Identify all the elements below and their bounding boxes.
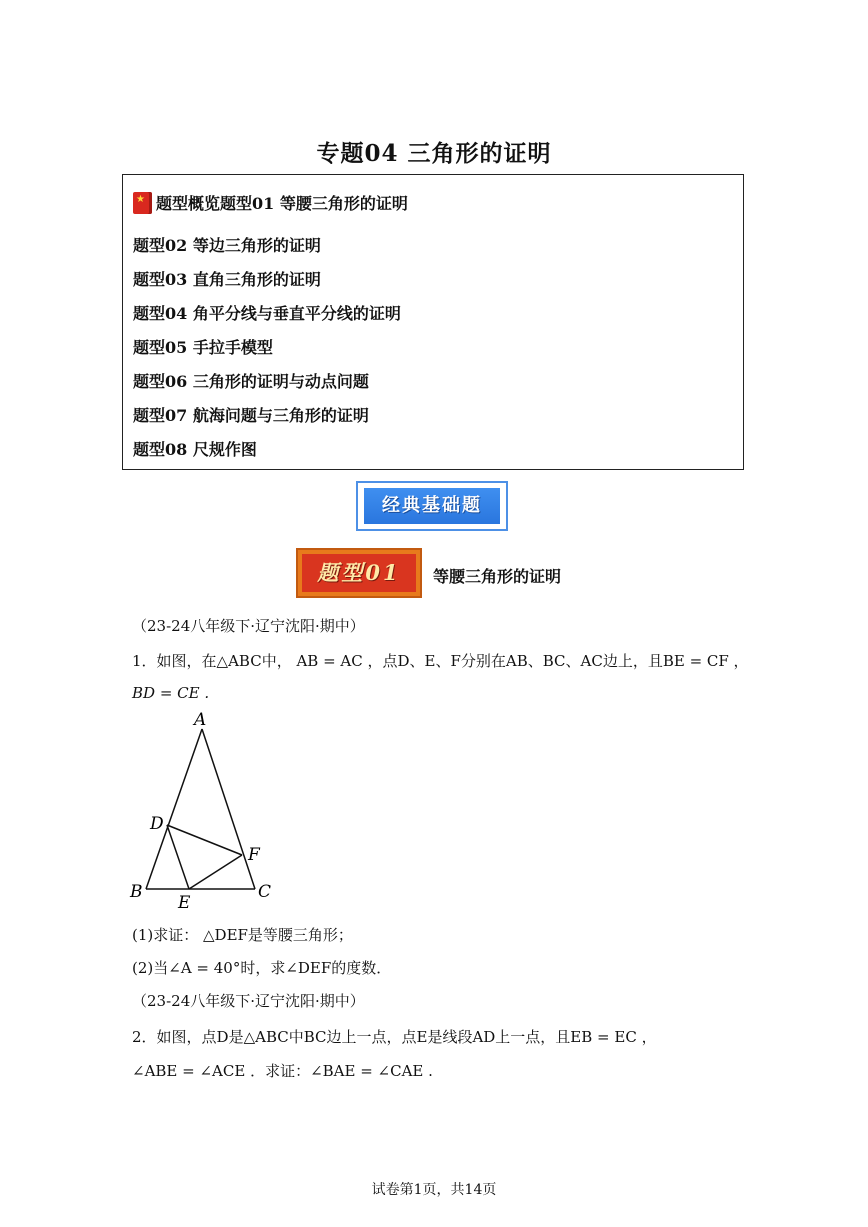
q1-line2: BD = CE . <box>132 684 210 702</box>
toc-item-05: 题型05 手拉手模型 <box>133 338 273 357</box>
label-E: E <box>178 893 191 913</box>
label-C: C <box>258 882 272 902</box>
type-badge-label: 题型01 <box>302 554 416 592</box>
type-badge <box>296 548 422 598</box>
q1-sub2: (2)当∠A = 40°时，求∠DEF的度数． <box>132 959 392 977</box>
toc-item-08: 题型08 尺规作图 <box>133 440 257 459</box>
label-D: D <box>150 814 164 834</box>
toc-item-06: 题型06 三角形的证明与动点问题 <box>133 372 369 391</box>
type-label: 等腰三角形的证明 <box>433 567 562 586</box>
q2-line2: ∠ABE = ∠ACE ．求证：∠BAE = ∠CAE . <box>132 1062 433 1080</box>
q2-source: （23-24八年级下·辽宁沈阳·期中） <box>132 992 365 1010</box>
label-B: B <box>130 882 143 902</box>
q1-line1: 1．如图，在△ABC中， AB = AC ，点D、E、F分别在AB、BC、AC边上，且BE = CF ， <box>132 652 749 670</box>
label-F: F <box>248 845 260 865</box>
segment-EF <box>189 855 242 889</box>
toc-item-02: 题型02 等边三角形的证明 <box>133 236 321 255</box>
q1-sub1: (1)求证： △DEF是等腰三角形； <box>132 926 353 944</box>
page-title: 专题04 三角形的证明 <box>316 140 552 167</box>
toc-label: 题型01 等腰三角形的证明 <box>220 194 408 213</box>
toc-item-03: 题型03 直角三角形的证明 <box>133 270 321 289</box>
toc-item-01 <box>133 191 408 214</box>
q1-source: （23-24八年级下·辽宁沈阳·期中） <box>132 617 365 635</box>
toc-item-07: 题型07 航海问题与三角形的证明 <box>133 406 369 425</box>
toc-prefix: 题型概览 <box>156 194 221 213</box>
book-icon <box>133 192 152 214</box>
q2-line1: 2．如图，点D是△ABC中BC边上一点，点E是线段AD上一点，且EB = EC ， <box>132 1028 657 1046</box>
page-footer: 试卷第1页，共14页 <box>371 1182 497 1198</box>
toc-box <box>122 174 744 470</box>
banner-label: 经典基础题 <box>364 488 500 524</box>
toc-item-04: 题型04 角平分线与垂直平分线的证明 <box>133 304 401 323</box>
section-banner <box>356 481 508 531</box>
triangle-figure <box>122 705 292 915</box>
label-A: A <box>194 710 207 730</box>
segment-AC <box>202 729 255 889</box>
segment-DF <box>167 825 242 855</box>
segment-DE <box>167 825 189 889</box>
segment-AB <box>146 729 202 889</box>
